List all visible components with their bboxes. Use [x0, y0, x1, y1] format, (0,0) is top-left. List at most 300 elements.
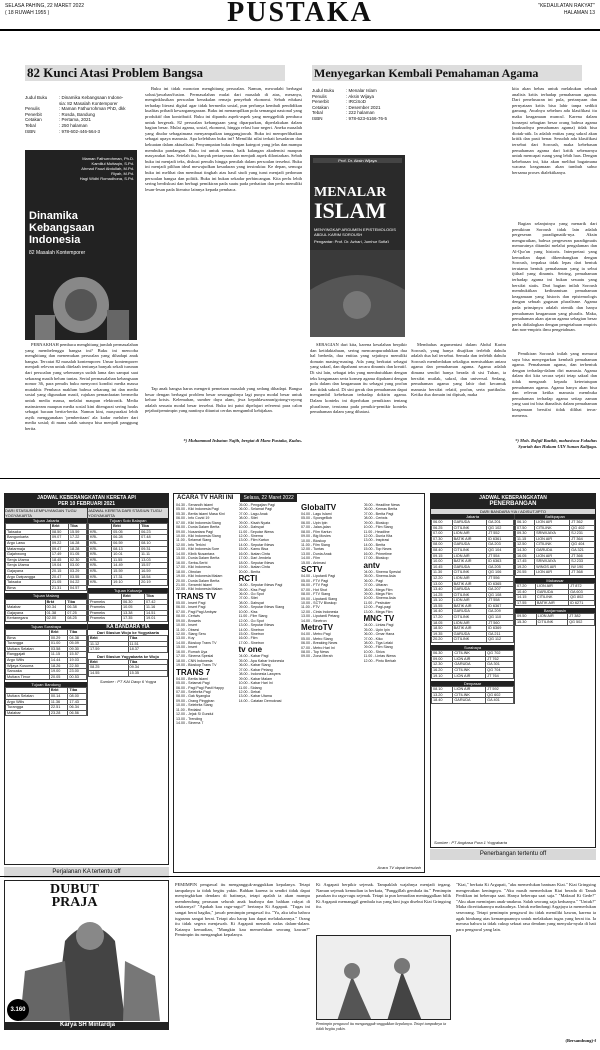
tv-program-item: 20.00 - Dunia Dalam Berita	[176, 578, 220, 583]
tv-program-item: 06.00 - Info Covid 19	[176, 516, 210, 521]
plane-sub: DARI BANDARA YIA / ADISUTJIPTO	[431, 509, 595, 514]
tv-column-1	[174, 503, 237, 726]
article1-title: 82 Kunci Atasi Problem Bangsa	[25, 65, 285, 81]
train-schedule	[4, 493, 169, 865]
table-cell: 03.58	[49, 646, 68, 652]
table-header-cell: Brkt	[89, 635, 129, 641]
table-cell: Matarmaja	[6, 546, 51, 552]
table-cell: 09.34	[128, 665, 168, 671]
table-cell: 08.50	[50, 529, 68, 535]
article2-body-e: Pemikiran Soroush inilah yang menurut saya bisa menyegarkan kembali pemahaman agama. Pemahaman agama, dan terbentuk dengan terhadap-dalam diri manusia. Agama dalam diri kita secara sejati tetap sakral dan tidak mengarah kepada ketertutupan pemahaman agama. Agama hanya akan bisa dan relevan ketika manusia membuka pemahaman terhadap agama setiap zaman yang saat ini bisa dianalisis dalam pemahaman keagamaan bersifat tidak dilihat terus-menerus.	[512, 351, 597, 418]
table-cell: ID 6363	[487, 559, 514, 565]
table-cell: SJ 233	[570, 559, 595, 565]
plane-head-denpasar: Denpasar	[431, 681, 514, 686]
table-cell: 06.25	[432, 525, 453, 531]
article1-body-right: Tap anak bangsa harus mengerti pemetaan masalah yang sedang dihadapi. Bangsa besar dengan berbagai problem besar sesungguhnya lagi punya modal besar untuk keluar krisis. Kelemahan, sumber daya alam, jiwa kepahlawanan/gotong-royong adalah sesuatu modal besar tersebut. Buku ini patut dipelajari referensi para calon pejabat/pemimpin yang nantinya dituntut cerdas mengambil kebijakan.	[145, 386, 302, 414]
tv-program-item: 04.00 - Sinema Spesial	[363, 569, 401, 574]
table-cell: Argo Wilis	[6, 699, 50, 705]
table-row	[6, 710, 87, 716]
comic-text-col1: PEMIMPIN pengawal itu mengangguk-anggukkan kepalanya. Tetapi tampaknya ia tidak begitu yakin. Bahkan karena ia sendiri tidak dapat menyingkirkan dendam di batinnya, tetapi apalah ia akan mampu membendung perasaan seluruh anak buahnya dan bahkan rakyat di sekitarnya? "Apakah kau ragu-ragu?" bertanya Ki Argapati. "Tugas ini sangat berat bagiku," jawab pemimpin pengawal itu. "Ya, aku tahu bahwa tugasmu sangat berat. Tetapi aku harap kau dapat melakukannya." Orang itu tidak segera menjawab. Ki Argapati menarik nafas dalam-dalam. Katanya kemudian, "Mungkin kau memerlukan seorang kawan?" Pemimpin itu mengangkat kepalanya.	[175, 882, 310, 938]
cover-author-name: Hagi Widhi Romadhona, S.Pd.	[79, 176, 134, 182]
plane-table-surabaya	[431, 650, 514, 679]
tv-program-item: 15.00 - Top News	[363, 547, 392, 552]
table-cell: 06.10	[516, 519, 535, 525]
table-cell: GA 603	[569, 589, 595, 595]
tv-listing-kompastv	[364, 503, 425, 561]
table-cell: GA 301	[486, 662, 514, 668]
table-cell: 06.23	[140, 529, 168, 535]
plane-head-surabaya: Surabaya	[431, 645, 514, 650]
meta-key: ISBN	[312, 115, 323, 121]
tv-program-item: 17.00 - Sinema Spesial	[176, 654, 214, 659]
table-cell: 00.34	[45, 605, 66, 611]
tv-program-item: 12.00 - Cinta Indonesia	[301, 609, 339, 614]
tv-program-item: 08.00 - Top News	[301, 650, 329, 655]
tv-program-item: 12.00 - Dunia Kita	[363, 533, 393, 538]
tv-program-item: 10.00 - Kiki Indonesia Siang	[176, 533, 221, 538]
tv-program-item: 11.00 - Film Siang	[301, 542, 330, 547]
table-cell: 22.51	[49, 705, 68, 711]
meta-key: Penerbit	[25, 111, 42, 117]
cover-author-name: Maman Fathurrohman, Ph.D.	[82, 156, 134, 161]
comic-caption: Pemimpin pengawal itu mengangguk-anggukkan kepalanya. Tetapi tampaknya ia tidak begitu yakin.	[316, 1021, 447, 1032]
tv-logo-globaltv: GlobalTV	[301, 502, 337, 512]
tv-program-item: 07.00 - Kiko	[363, 636, 383, 641]
table-cell: 19.10	[432, 673, 453, 679]
table-cell: LION AIR	[452, 531, 486, 537]
masthead-motto: "KEDAULATAN RAKYAT"	[538, 3, 595, 9]
table-cell: KRL	[89, 563, 112, 569]
tv-program-item: 10.00 - Selebrita Siang	[176, 703, 213, 708]
table-cell: Argo Lawu	[6, 541, 51, 547]
tv-listing-tvone	[239, 654, 300, 703]
table-cell: 10.45	[432, 564, 453, 570]
tv-program-item: 11.00 - Obsesi	[176, 627, 200, 632]
tv-listing-transtv	[176, 601, 237, 668]
cover2-pattern-icon	[310, 250, 405, 337]
table-cell: KRL	[89, 541, 112, 547]
tv-program-item: 09.00 - Orang Pinggiran	[176, 698, 215, 703]
tv-program-item: 09.00 - Brownis	[176, 618, 201, 623]
tv-logo-tvone: tv one	[238, 645, 263, 655]
train-table-kutoarjo	[88, 593, 168, 622]
cover2-title-line2: ISLAM	[314, 198, 387, 223]
table-cell: 17.49	[50, 552, 68, 558]
tv-program-item: 12.00 - Sinema	[238, 533, 263, 538]
tv-program-item: 12.00 - Siang Seru	[176, 632, 206, 637]
table-cell: 14.44	[49, 657, 68, 663]
comic-text-col2: Ki Argapati berpikir sejenak. Tampaklah wajahnya menjadi tegang. Namun sejenak kemudian ia berkata, "Panggillah gembala itu." Pemimpin pasukan itu ragu-ragu sejenak. Tetapi ia pun kemudian meninggalkan bilik Ki Argapati memanggil gembala tua yang kini juga disebut Kiai Gringsing itu.	[316, 882, 451, 910]
plane-table-denpasar	[431, 686, 514, 704]
table-cell: Taksaka	[6, 580, 51, 586]
table-cell: 00.14	[49, 694, 68, 700]
table-cell: 06.30	[432, 651, 453, 657]
tv-program-item: 19.00 - Kiki Indonesia Malam	[176, 574, 223, 579]
tv-program-item: 05.00 - SpongeBob	[301, 516, 332, 521]
tv-listing-rcti	[239, 583, 300, 645]
table-header-cell: Brkt	[45, 599, 66, 605]
table-cell: GA 321	[570, 547, 595, 553]
tv-program-item: 14.00 - Bioskop Trans TV	[176, 640, 217, 645]
plane-subtitle: PENERBANGAN	[489, 501, 537, 507]
table-cell: LION AIR	[535, 584, 568, 590]
table-cell: 17.22	[68, 535, 86, 541]
table-cell: Ranggajati	[6, 652, 50, 658]
plane-head-balikpapan: Balikpapan	[515, 514, 595, 519]
table-cell: BATIK AIR	[452, 559, 486, 565]
table-cell: 09.47	[50, 546, 68, 552]
table-cell: 19.03	[68, 657, 87, 663]
table-cell: CITILINK	[453, 692, 486, 698]
table-cell: 01.05	[68, 552, 86, 558]
table-cell: Argo Wilis	[6, 657, 50, 663]
train-sub-right: JADWAL KERETA DARI STASIUN TUGU YOGYAKARTA	[87, 508, 168, 518]
table-cell: 09.15	[432, 553, 453, 559]
tv-date: Selasa, 22 Maret 2022	[240, 494, 296, 502]
train-head-malang: Tujuan Malang	[5, 593, 87, 598]
train-bandara-table1	[88, 635, 168, 653]
tv-program-item: 10.00 - Kabar Hari Ini	[238, 681, 273, 686]
table-cell: 14.30	[516, 547, 535, 553]
tv-listing-inews	[239, 503, 300, 574]
tv-logo-mnctv: MNC TV	[363, 614, 395, 624]
table-cell: LION AIR	[452, 575, 486, 581]
table-row	[6, 585, 87, 591]
table-cell: 18.40	[432, 698, 453, 704]
edition-date: SELASA PAHING, 22 MARET 2022	[5, 3, 85, 9]
table-header-cell: Brkt	[89, 659, 129, 665]
table-row	[516, 570, 595, 576]
table-cell: 09.50	[516, 614, 537, 620]
tv-source: Acara TV dapat berubah	[377, 864, 421, 870]
table-cell: 16.28	[68, 541, 86, 547]
train-table-bandung	[5, 687, 87, 716]
tv-program-item: 05.00 - Kiss Pagi	[238, 587, 266, 592]
meta-key: Cetakan	[312, 104, 329, 110]
table-cell: 00.53	[68, 674, 87, 680]
table-cell: KRL	[89, 535, 112, 541]
table-cell: Prameks	[89, 616, 122, 622]
table-cell: 15.10	[432, 598, 453, 604]
table-cell: BATIK AIR	[452, 581, 486, 587]
table-cell: 08.25	[66, 616, 87, 622]
cover-subtitle: 82 Masalah Kontemporer	[29, 250, 86, 256]
table-header-cell: Tiba	[68, 688, 87, 694]
plane-source: Sumber : PT Angkasa Pura 1 Yogyakarta	[434, 839, 507, 845]
table-cell: LION AIR	[453, 673, 486, 679]
table-cell: JT 366	[570, 553, 595, 559]
tv-program-item: 04.00 - Lintas Pagi	[363, 623, 394, 628]
tv-program-item: 07.00 - Metro Hari Ini	[301, 645, 335, 650]
table-cell: 01.38	[45, 610, 66, 616]
table-cell: 20.55	[516, 570, 535, 576]
tv-program-item: 05.30 - Berita Islami Masa Kini	[176, 511, 225, 516]
table-header-cell: Tiba	[128, 659, 168, 665]
tv-listing-metrotv	[301, 632, 362, 659]
tv-program-item: 17.00 - Bioskop	[363, 556, 389, 561]
cover-title-line1: Dinamika	[29, 210, 78, 222]
tv-program-item: 14.00 - Klinik Nusantara	[176, 551, 215, 556]
table-cell: LION AIR	[536, 614, 567, 620]
table-cell: Mutiara Selatan	[6, 694, 50, 700]
tv-program-item: 05.00 - Pengajian Pagi	[238, 502, 275, 507]
table-cell: Bima	[6, 635, 50, 641]
plane-head-jakarta: Jakarta	[431, 514, 514, 519]
cover-illustration-icon	[25, 260, 137, 340]
plane-table-banjarmasin	[515, 613, 595, 625]
train-subtitle: PER 10 FEBRUARI 2021	[58, 501, 115, 507]
train-table-surabaya	[5, 629, 87, 680]
meta-key: Tebal	[25, 122, 36, 128]
tv-program-item: 20.00 - Berita	[238, 569, 261, 574]
tv-program-item: 14.00 - Catatan Demokrasi	[238, 698, 282, 703]
tv-title: ACARA TV HARI INI	[177, 495, 234, 501]
tv-program-item: 06.00 - Omar Hana	[363, 632, 395, 637]
table-cell: 16.05	[516, 553, 535, 559]
tv-program-item: 19.00 - Ikatan Cinta	[238, 565, 270, 570]
article2-meta	[312, 88, 407, 122]
tv-program-item: 09.00 - Bioskop	[363, 520, 389, 525]
table-cell: 11.55	[112, 557, 140, 563]
table-cell: Bima	[6, 585, 51, 591]
tv-program-item: 09.00 - Mega Film	[363, 591, 393, 596]
table-cell: SJ 231	[570, 531, 595, 537]
table-cell: CITILINK	[452, 547, 486, 553]
tv-program-item: 18.00 - CNN Indonesia	[176, 658, 213, 663]
comic-inline-illustration	[316, 935, 451, 1020]
page-number: HALAMAN 13	[563, 10, 595, 16]
tv-program-item: 07.00 - Jalan-jalan	[301, 525, 331, 530]
table-cell: CITILINK	[453, 651, 486, 657]
table-cell: KRL	[89, 580, 112, 586]
table-cell: QG 112	[487, 637, 514, 643]
table-cell: Malabar	[6, 710, 50, 716]
tv-program-item: 11.00 - Film Siang	[238, 614, 268, 619]
edition-serial: ( 18 RUWAH 1955 )	[5, 10, 50, 16]
tv-program-item: 13.00 - Kuy	[176, 636, 195, 641]
table-cell: 16.20	[432, 667, 453, 673]
meta-row	[312, 116, 407, 122]
table-cell: GARUDA	[452, 587, 486, 593]
tv-program-item: 05.00 - Upin Ipin	[363, 627, 390, 632]
table-cell: 09.30	[68, 646, 87, 652]
table-cell: 19.01	[145, 616, 168, 622]
table-cell: 11.16	[145, 605, 168, 611]
table-cell: 08.13	[112, 546, 140, 552]
table-cell: JT 554	[487, 553, 514, 559]
table-cell: 07.42	[145, 599, 168, 605]
table-row	[6, 610, 87, 616]
table-cell: 20.47	[50, 574, 68, 580]
table-cell: 13.03	[140, 557, 168, 563]
article2-body-b: Membahas argumentasi dalam Abdul Karim Soroush, yang hanya disajikan terlebih dahulu adalah dua hal tersebut. Semula dan terlebih dahulu Soroush membedakan sekaligus memisahkan antara agama dan pemahaman agama. Agama adalah dimana sendiri hanya berada di sisi Tuhan, ia bersifat mutlak, sakral, dan universal. Sedang, pemahaman agama yang lahir dari kecamuk manusia bersifat relatif, profan, serta partikular. Ketika dua domain ini dipisah, maka	[411, 342, 506, 398]
tv-program-item: 09.00 - Film Siang	[363, 645, 393, 650]
table-cell: 08.00	[68, 694, 87, 700]
tv-program-item: 10.00 - Dahsyat	[238, 525, 264, 530]
table-cell: 11.51	[128, 641, 168, 647]
meta-value: : 978-623-6166-76-5	[346, 115, 388, 121]
table-cell: 17.35	[122, 616, 145, 622]
table-cell: IW 190	[570, 564, 595, 570]
tv-program-item: 11.00 - Lintas iNews	[363, 654, 396, 659]
table-cell: 15.35	[128, 671, 168, 677]
table-cell: GARUDA	[535, 547, 570, 553]
table-header-cell: Tiba	[140, 524, 168, 530]
table-cell: 20.19	[140, 580, 168, 586]
table-cell: 06.38	[66, 605, 87, 611]
table-cell: CITILINK	[535, 525, 570, 531]
comic-panel	[4, 880, 169, 1030]
tv-program-item: 04.30 - Senandh Islami	[176, 502, 213, 507]
train-title: JADWAL KEBERANGKATAN KERETA API	[37, 495, 136, 501]
tv-program-item: 05.00 - Metro Siang	[301, 636, 333, 641]
table-cell: GA 203	[487, 542, 514, 548]
tv-program-item: 15.00 - Sinetron	[238, 632, 265, 637]
table-cell: 04.57	[68, 585, 86, 591]
comic-title-line2: PRAJA	[51, 895, 98, 910]
train-bandara-sub1: Dari Stasiun Wojo ke Yogyakarta	[96, 629, 160, 635]
tv-program-item: 10.00 - SCTV Bioskop	[301, 600, 337, 605]
table-cell: ID 6367	[487, 603, 514, 609]
tv-program-item: 13.00 - Kabar Utama	[238, 694, 272, 699]
tv-program-item: 07.00 - Uttaran	[363, 583, 388, 588]
table-cell: 15.30	[516, 620, 537, 626]
tv-program-item: 16.00 - Rumah Uya	[176, 649, 208, 654]
table-cell: 12.20	[432, 575, 453, 581]
tv-program-item: 05.00 - Headline News	[363, 502, 400, 507]
tv-program-item: 11.00 - FTV	[301, 605, 320, 610]
tv-program-item: 08.00 - Silet	[238, 516, 258, 521]
cover2-author: Prof. Dr. Aksin Wijaya	[313, 158, 402, 163]
table-cell: 06.00	[432, 519, 453, 525]
table-cell: LION AIR	[535, 536, 570, 542]
tv-program-item: 08.00 - Tiga Lelaki	[363, 641, 393, 646]
tv-program-item: 10.00 - Shiva	[363, 649, 385, 654]
meta-value: : Rosda, Bandung	[59, 111, 96, 117]
tv-program-item: 15.00 - Animasi	[301, 560, 326, 565]
train-sub-left: DARI STASIUN LEMPUYANGAN TUGU YOGYAKARTA	[5, 508, 87, 518]
tv-column-2	[237, 503, 300, 726]
table-cell: 10.00	[432, 559, 453, 565]
table-cell: 16.59	[140, 569, 168, 575]
table-cell: 07.50	[516, 525, 535, 531]
tv-program-item: 16.00 - Film	[238, 636, 258, 641]
table-cell: 07.25	[66, 610, 87, 616]
table-cell: CITILINK	[452, 525, 486, 531]
tv-program-item: 17.00 - Dari Jendela	[238, 556, 271, 561]
tv-program-item: 12.00 - Pagi-pagi	[363, 605, 391, 610]
table-cell: JT 872	[569, 584, 595, 590]
table-cell: JT 762	[486, 656, 514, 662]
plane-head-makassar: Makassar	[515, 578, 595, 583]
table-row	[89, 580, 168, 586]
tv-program-item: 06.00 - Pagi	[363, 578, 383, 583]
table-cell: 06.30	[122, 599, 145, 605]
tv-program-item: 04.00 - Metro Pagi	[301, 632, 331, 637]
tv-program-item: 12.00 - Pintu Berkah	[363, 658, 397, 663]
table-cell: GA 209	[487, 609, 514, 615]
tv-program-item: 07.00 - Berita Pagi	[363, 511, 394, 516]
tv-program-item: 05.00 - Selamat Pagi	[176, 681, 210, 686]
table-row	[89, 647, 168, 653]
table-cell: 18.50	[432, 626, 453, 632]
table-cell: Prameks	[89, 610, 122, 616]
table-cell: GA 401	[486, 698, 514, 704]
table-cell: 10.05	[122, 605, 145, 611]
table-cell: LION AIR	[535, 570, 570, 576]
plane-title: JADWAL KEBERANGKATAN	[479, 495, 547, 501]
table-cell: JT 362	[570, 519, 595, 525]
tv-program-item: 04.00 - Lagu Islami	[301, 511, 332, 516]
tv-program-item: 09.00 - Liputan6 Siang	[301, 596, 338, 601]
table-row	[89, 671, 168, 677]
table-cell: SRIWIJAYA	[535, 531, 570, 537]
tv-program-item: 08.00 - Dunia Dalam Berita	[176, 525, 220, 530]
tv-program-item: 11.00 - Sidang	[238, 685, 262, 690]
table-cell: GARUDA	[452, 519, 486, 525]
meta-key: Judul Buku	[25, 95, 48, 100]
table-cell: QG 702	[486, 651, 514, 657]
meta-value: : Pertama, 2021	[59, 117, 92, 123]
tv-program-item: 18.00 - Seputar iNews	[238, 560, 275, 565]
section-rule-2	[0, 876, 600, 877]
table-header-cell: Tiba	[68, 629, 87, 635]
tv-listing-tvri	[176, 503, 237, 592]
tv-program-item: 07.00 - Pagi Pagi Ambyar	[176, 609, 217, 614]
tv-program-item: 13.00 - Film Kartun	[238, 538, 270, 543]
table-cell: JT 552	[487, 531, 514, 537]
table-row	[432, 698, 514, 704]
table-cell: Senja Utama	[6, 557, 51, 563]
table-cell: GARUDA	[453, 698, 486, 704]
plane-table-makassar	[515, 583, 595, 606]
table-cell: QG 108	[487, 592, 514, 598]
tv-program-item: 07.00 - Kabar Petang	[238, 667, 273, 672]
article2-title: Menyegarkan Kembali Pemahaman Agama	[312, 65, 582, 81]
table-cell: GA 205	[487, 564, 514, 570]
tv-program-item: 04.00 - Seputar iNews Pagi	[238, 583, 283, 588]
tv-column-4	[362, 503, 425, 726]
table-cell: Turangga	[6, 641, 50, 647]
table-cell: 06.59	[112, 541, 140, 547]
table-cell: 20.05	[49, 674, 68, 680]
meta-value: : Aksin Wijaya	[346, 93, 375, 99]
cover-title-line2: Kebangsaan	[29, 222, 95, 234]
tv-program-item: 09.00 - Zona Merah	[301, 654, 333, 659]
meta-key: Cetakan	[25, 117, 42, 123]
tv-program-item: 12.00 - Info Terkini	[176, 542, 206, 547]
table-row	[432, 673, 514, 679]
table-cell: Malabar	[6, 605, 46, 611]
tv-program-item: 14.00 - Sinema 7	[176, 721, 204, 726]
meta-value: : Dinamika Kebangsaan Indone-	[59, 95, 124, 100]
tv-program-item: 14.00 - Berita	[363, 542, 386, 547]
meta-key: Penerbit	[312, 99, 329, 105]
table-cell: 13.20	[432, 692, 453, 698]
tv-program-item: 13.00 - Mega Film	[363, 609, 393, 614]
article2-body-a: SEBAGIAN dari kita, karena kesalahan berpikir dan ketidaktahuan, sering mencampuradukkan dua hal berbeda, dua entitas yang sejatinya memiliki domain masing-masing. Ada yang berkutat sebagai yang sakral, dan dipahami secara dinamis dan kreatif. Di sisi lain, sebagai teks yang membutuhkan dengan teks keagamaan serta konsep agama dipahami dengan pola dalam dan keagamaan itu sebagai yang profan dan tidak sakral. Di sini gerak dan pemahaman dapat mengambil kebebasan terhadap doktrin agama. Dalam konteks ini diperlukan pemikiran tentang pluralisme, terutama pada pemikir-pemikir konteks pemahaman dalam yang dibatasi.	[310, 342, 407, 415]
table-cell: LION AIR	[453, 687, 486, 693]
table-cell: 19.35	[432, 631, 453, 637]
table-cell: LION AIR	[453, 656, 486, 662]
table-header-cell: Brkt	[50, 524, 68, 530]
comic-text-col3: "Kiai," berkata Ki Argapati, "aku memerlukan bantuan Kiai." Kiai Gringsing mengerutkan keningnya. "Aku masih memerlukan Kiai berada di Tanah Perdikan ini beberapa saat. Hanya beberapa saat saja." "Maksud Ki Gede?" "Aku akan meminjam anak-anakmu. Salah seorang saja keduanya." "Untuk?" Maka diceritakannya maksudnya. Untuk melindungi Argajaya ia memerlukan seseorang. Tetapi pemimpin pengawal itu tidak memiliki kawan, karena ia agak bimbang atas kemampuannya untuk melakukan tugas yang berat itu. Ia merasa bahwa ia tidak cukup sekuat rasa dendam yang menyala-nyala di hati para pengawal yang lain.	[456, 882, 596, 932]
table-cell: LION AIR	[452, 553, 486, 559]
comic-title-line1: DUBUT	[50, 882, 100, 897]
table-cell: 15.57	[140, 563, 168, 569]
tv-logo-sctv: SCTV	[301, 565, 323, 575]
tv-program-item: 11.00 - Headline	[363, 529, 390, 534]
